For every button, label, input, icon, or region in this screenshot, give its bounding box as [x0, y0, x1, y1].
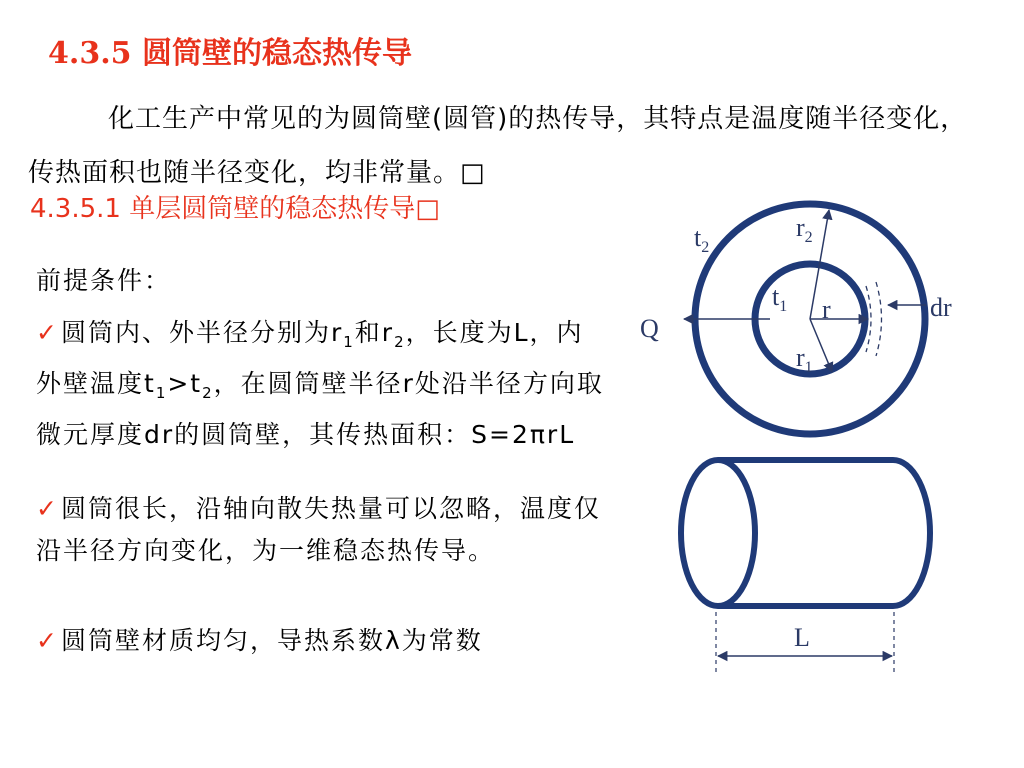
- subscript: 1: [155, 384, 168, 402]
- bullet-text: 圆筒壁材质均匀，导热系数λ为常数: [60, 626, 483, 655]
- label-L: L: [794, 623, 810, 652]
- label-t1: $t_1$: [772, 282, 788, 315]
- bullet-text: 圆筒很长，沿轴向散失热量可以忽略，温度仅沿半径方向变化，为一维稳态热传导。: [36, 494, 601, 565]
- r1-arrow: [810, 319, 832, 372]
- subscript: 2: [394, 333, 406, 351]
- check-icon: ✓: [36, 318, 59, 347]
- subscript: 1: [343, 333, 355, 351]
- premise-heading: 前提条件：: [36, 266, 172, 295]
- label-Q: Q: [640, 314, 659, 343]
- check-icon: ✓: [36, 626, 59, 655]
- label-r1: $r_1$: [796, 343, 813, 376]
- bullet-text: 圆筒内、外半径分别为r: [60, 318, 344, 347]
- page-title: 4.3.5 圆筒壁的稳态热传导: [48, 36, 412, 71]
- bullet-text: >t: [167, 369, 203, 398]
- intro-text: 化工生产中常见的为圆筒壁(圆管)的热传导，其特点是温度随半径变化，传热面积也随半径变化，均非常量。□: [28, 104, 968, 188]
- bullet-text: ，长度为L，内外壁温度t: [36, 318, 584, 398]
- label-r2: $r_2$: [796, 213, 813, 246]
- section-subtitle: 4.3.5.1 单层圆筒壁的稳态热传导□: [30, 194, 440, 224]
- label-t2: $t_2$: [694, 223, 710, 256]
- subscript: 2: [202, 384, 214, 402]
- bullet-text: 和r: [354, 318, 395, 347]
- label-r: r: [822, 295, 831, 324]
- bullet-text: ，在圆筒壁半径r处沿半径方向取微元厚度dr的圆筒壁，其传热面积：S=2πrL: [36, 369, 604, 449]
- cylinder-end-ellipse: [681, 460, 755, 606]
- dr-arc-outer: [876, 282, 882, 356]
- check-icon: ✓: [36, 494, 59, 523]
- label-dr: dr: [930, 293, 952, 322]
- cylinder-body: [718, 460, 930, 606]
